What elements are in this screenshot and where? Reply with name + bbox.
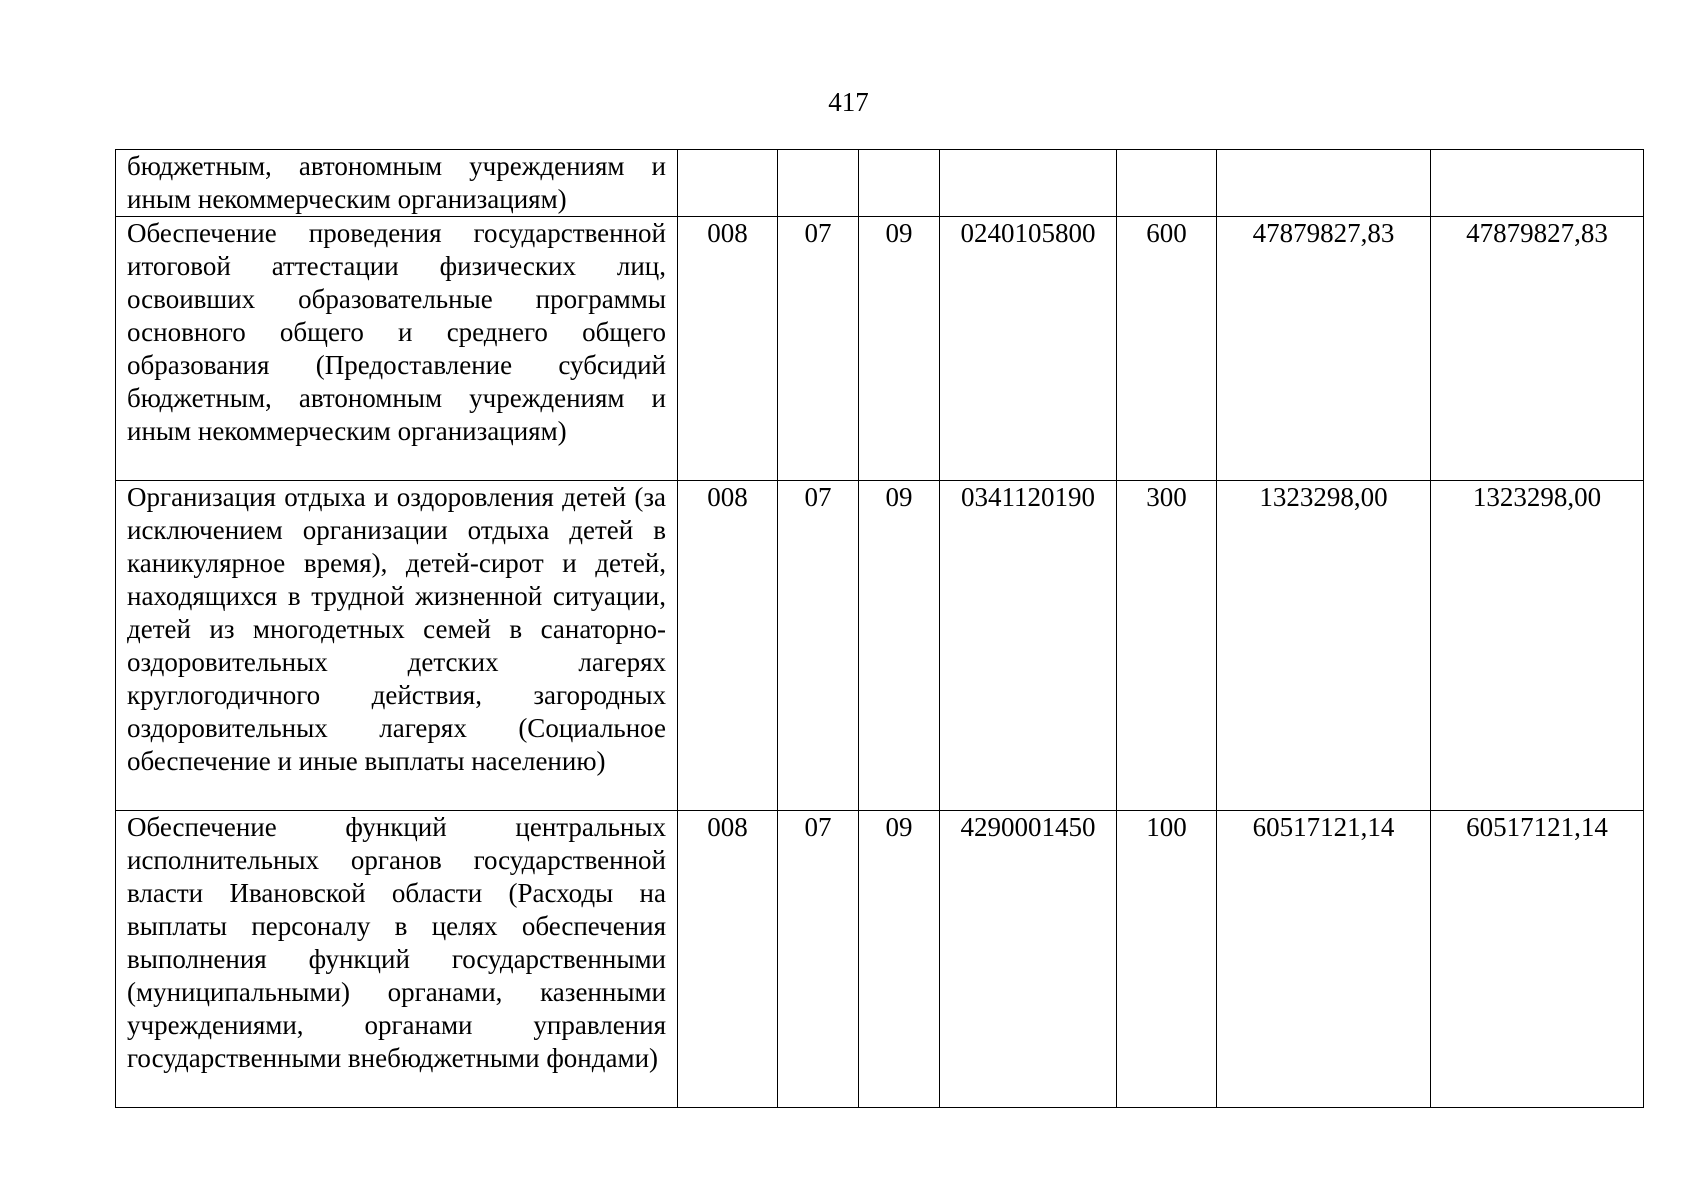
budget-table (115, 149, 1644, 1108)
expense-type-code: 600 (1117, 217, 1217, 481)
target-article-code: 0341120190 (940, 481, 1117, 811)
amount-2 (1431, 150, 1644, 217)
amount-2: 47879827,83 (1431, 217, 1644, 481)
page-number: 417 (828, 87, 869, 117)
expense-type-code: 300 (1117, 481, 1217, 811)
amount-1: 1323298,00 (1217, 481, 1431, 811)
row-description: Организация отдыха и оздоровления детей (за исключением организации отдыха детей в каникулярное время), детей-сирот и детей, находящихся в трудной жизненной ситуации, детей из многодетных семей в санаторно-оздоровительных детских лагерях круглогодичного действия, загородных оздоровительных лагерях (Социальное обеспечение и иные выплаты населению) (116, 481, 678, 811)
subsection-code (859, 150, 940, 217)
ministry-code: 008 (678, 481, 778, 811)
table-row (116, 811, 1644, 1108)
section-code (778, 150, 859, 217)
amount-1: 47879827,83 (1217, 217, 1431, 481)
table-row (116, 481, 1644, 811)
table-row (116, 217, 1644, 481)
row-description: бюджетным, автономным учреждениям и иным некоммерческим организациям) (116, 150, 678, 217)
section-code: 07 (778, 481, 859, 811)
amount-1 (1217, 150, 1431, 217)
subsection-code: 09 (859, 481, 940, 811)
subsection-code: 09 (859, 217, 940, 481)
expense-type-code: 100 (1117, 811, 1217, 1108)
section-code: 07 (778, 811, 859, 1108)
expense-type-code (1117, 150, 1217, 217)
target-article-code (940, 150, 1117, 217)
amount-1: 60517121,14 (1217, 811, 1431, 1108)
subsection-code: 09 (859, 811, 940, 1108)
section-code: 07 (778, 217, 859, 481)
ministry-code: 008 (678, 217, 778, 481)
ministry-code (678, 150, 778, 217)
amount-2: 1323298,00 (1431, 481, 1644, 811)
amount-2: 60517121,14 (1431, 811, 1644, 1108)
row-description: Обеспечение функций центральных исполнительных органов государственной власти Ивановской области (Расходы на выплаты персоналу в целях обеспечения выполнения функций государственными (муниципальными) органами, казенными учреждениями, органами управления государственными внебюджетными фондами) (116, 811, 678, 1108)
target-article-code: 4290001450 (940, 811, 1117, 1108)
ministry-code: 008 (678, 811, 778, 1108)
target-article-code: 0240105800 (940, 217, 1117, 481)
row-description: Обеспечение проведения государственной итоговой аттестации физических лиц, освоивших образовательные программы основного общего и среднего общего образования (Предоставление субсидий бюджетным, автономным учреждениям и иным некоммерческим организациям) (116, 217, 678, 481)
table-row (116, 150, 1644, 217)
